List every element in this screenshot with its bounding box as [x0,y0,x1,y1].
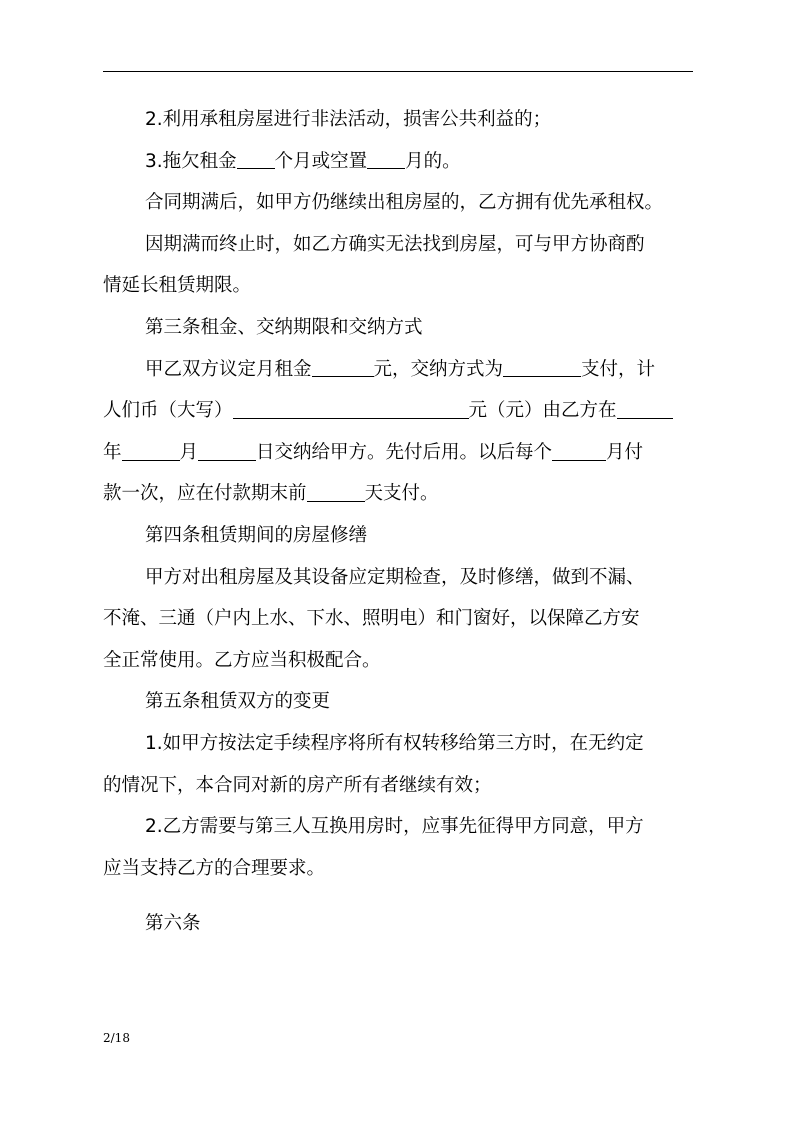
paragraph-line: 1.如甲方按法定手续程序将所有权转移给第三方时，在无约定 [145,732,644,754]
section-heading: 第五条租赁双方的变更 [145,691,331,713]
paragraph-line [103,141,693,183]
section-heading: 第三条租金、交纳期限和交纳方式 [145,316,423,338]
fill-in-blank [198,441,256,461]
section-heading: 第六条 [145,913,201,935]
text-run: 个月或空置 [274,150,368,172]
text-run: 天支付。 [364,483,439,505]
header-rule [103,71,693,72]
paragraph-line: 全正常使用。乙方应当积极配合。 [103,649,381,671]
text-run: 支付，计 [581,358,656,380]
fill-in-blank [237,150,275,170]
paragraph-line: 2.乙方需要与第三人互换用房时，应事先征得甲方同意，甲方 [145,816,644,838]
page-number: 2/18 [103,1031,130,1045]
paragraph-line: 不淹、三通（户内上水、下水、照明电）和门窗好，以保障乙方安 [103,608,640,630]
section-heading: 第四条租赁期间的房屋修缮 [145,524,368,546]
text-run: 款一次，应在付款期末前 [103,483,307,505]
text-run: 人们币（大写） [103,400,233,422]
paragraph-line: 2.利用承租房屋进行非法活动，损害公共利益的； [145,109,552,130]
fill-in-blank [307,483,365,503]
text-run: 3.拖欠租金 [145,150,237,172]
fill-in-blank [552,441,606,461]
paragraph-line [103,349,693,391]
paragraph-line [103,432,693,474]
fill-in-blank [122,441,180,461]
fill-in-blank [367,150,405,170]
text-run: 年 [103,441,122,463]
text-run: 甲乙双方议定月租金 [145,358,312,380]
paragraph-line: 情延长租赁期限。 [103,275,252,297]
text-run: 元（元）由乙方在 [468,400,617,422]
paragraph-line: 的情况下，本合同对新的房产所有者继续有效； [103,774,492,796]
text-run: 月 [179,441,199,463]
fill-in-blank [312,358,374,378]
paragraph-line: 合同期满后，如甲方仍继续出租房屋的，乙方拥有优先承租权。 [145,192,664,214]
fill-in-blank [503,358,581,378]
text-run: 日交纳给甲方。先付后用。以后每个 [256,441,553,463]
fill-in-blank [233,399,469,419]
document-body [103,99,693,945]
text-run: 月付 [606,441,644,463]
text-run: 元，交纳方式为 [373,358,504,380]
paragraph-line: 甲方对出租房屋及其设备应定期检查，及时修缮，做到不漏、 [145,566,645,588]
paragraph-line: 因期满而终止时，如乙方确实无法找到房屋，可与甲方协商酌 [145,233,645,255]
fill-in-blank [617,399,673,419]
paragraph-spacer [103,889,693,903]
paragraph-line [103,390,693,432]
paragraph-line: 应当支持乙方的合理要求。 [103,857,326,879]
text-run: 月的。 [405,150,461,172]
paragraph-line [103,473,693,515]
